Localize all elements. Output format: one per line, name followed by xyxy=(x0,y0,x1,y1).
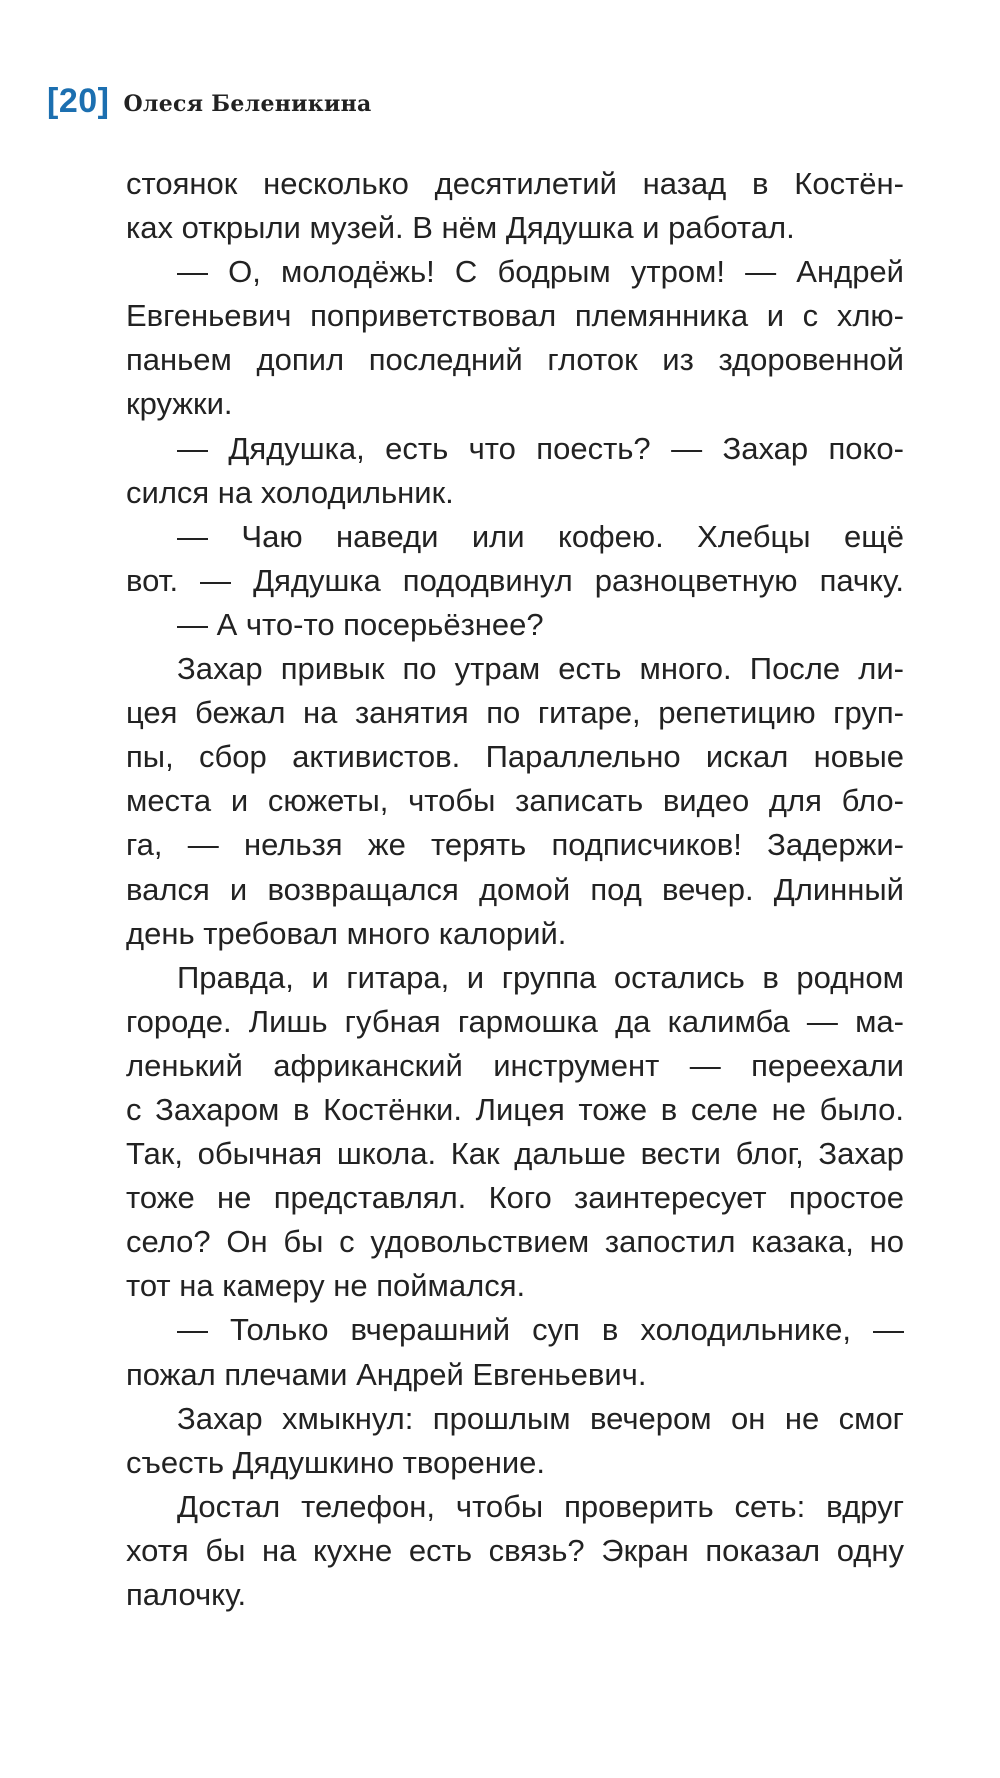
text-line: городе. Лишь губная гармошка да калимба — ма- xyxy=(126,1003,904,1039)
text-line: хотя бы на кухне есть связь? Экран показал одну xyxy=(126,1532,904,1568)
page-number: [20] xyxy=(47,81,110,120)
running-header xyxy=(47,76,372,126)
text-line: Достал телефон, чтобы проверить сеть: вдруг xyxy=(177,1488,904,1524)
text-line: — Чаю наведи или кофею. Хлебцы ещё xyxy=(177,518,904,554)
text-line: Правда, и гитара, и группа остались в родном xyxy=(177,959,904,995)
text-line: тоже не представлял. Кого заинтересует простое xyxy=(126,1180,904,1216)
text-line: Евгеньевич поприветствовал племянника и с хлю- xyxy=(126,298,904,334)
text-line: паньем допил последний глоток из здоровенной xyxy=(126,342,904,378)
text-line: палочку. xyxy=(126,1577,247,1612)
text-line: пы, сбор активистов. Параллельно искал новые xyxy=(126,739,904,775)
text-line: — Дядушка, есть что поесть? — Захар поко- xyxy=(177,430,904,466)
author-name: Олеся Беленикина xyxy=(123,91,372,117)
text-line: сился на холодильник. xyxy=(126,474,454,510)
text-line: тот на камеру не поймался. xyxy=(126,1268,526,1304)
text-line: ленький африканский инструмент — переехали xyxy=(126,1047,904,1083)
text-line: съесть Дядушкино творение. xyxy=(126,1444,545,1480)
text-line: село? Он бы с удовольствием запостил казака, но xyxy=(126,1224,904,1260)
text-line: пожал плечами Андрей Евгеньевич. xyxy=(126,1356,647,1392)
text-line: вался и возвращался домой под вечер. Длинный xyxy=(126,871,904,907)
body-text xyxy=(126,162,904,1617)
text-line: Так, обычная школа. Как дальше вести блог, Захар xyxy=(126,1136,904,1172)
text-line: день требовал много калорий. xyxy=(126,915,567,951)
text-line: — А что-то посерьёзнее? xyxy=(177,606,544,642)
text-line: га, — нельзя же терять подписчиков! Задержи- xyxy=(126,827,904,863)
text-line: цея бежал на занятия по гитаре, репетицию груп- xyxy=(126,695,904,731)
text-line: Захар привык по утрам есть много. После ли- xyxy=(177,651,904,687)
text-line: с Захаром в Костёнки. Лицея тоже в селе не было. xyxy=(126,1091,904,1127)
text-line: — О, молодёжь! С бодрым утром! — Андрей xyxy=(177,254,904,290)
text-line: вот. — Дядушка пододвинул разноцветную пачку. xyxy=(126,562,904,598)
text-line: ках открыли музей. В нём Дядушка и работал. xyxy=(126,210,795,246)
text-line: стоянок несколько десятилетий назад в Костён- xyxy=(126,166,904,201)
text-line: Захар хмыкнул: прошлым вечером он не смог xyxy=(177,1400,904,1436)
text-line: места и сюжеты, чтобы записать видео для бло- xyxy=(126,783,904,819)
text-line: — Только вчерашний суп в холодильнике, — xyxy=(177,1312,904,1348)
text-line: кружки. xyxy=(126,386,233,422)
